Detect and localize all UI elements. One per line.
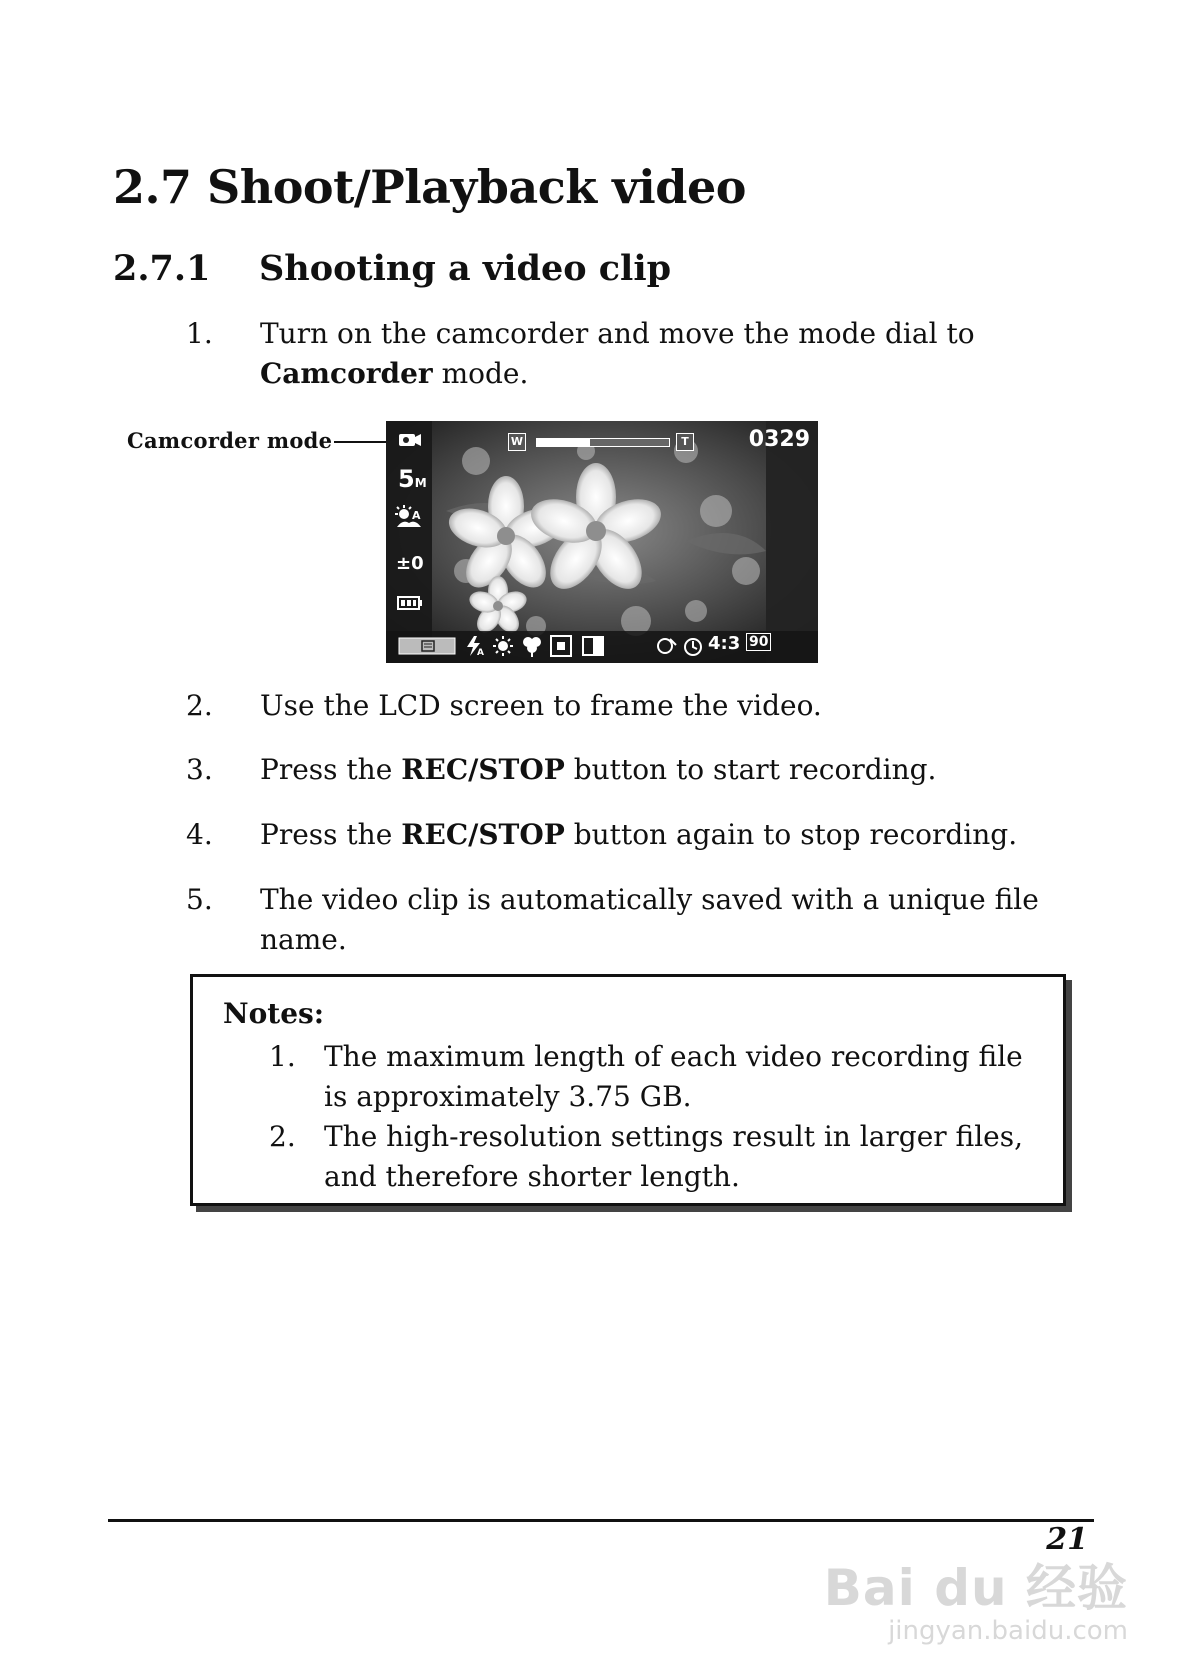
note-line1: The high-resolution settings result in larger files, (324, 1120, 1024, 1153)
watermark-logo-text: Bai du 经验 (823, 1559, 1128, 1617)
metering-icon (550, 635, 572, 657)
notes-title: Notes: (223, 997, 325, 1030)
resolution-icon: 5M (398, 465, 427, 493)
white-balance-icon (492, 635, 514, 657)
step-number: 3. (186, 753, 213, 786)
camera-lcd-screen (386, 421, 818, 663)
footer-rule (108, 1519, 1094, 1522)
step-text: Turn on the camcorder and move the mode dial to (260, 317, 975, 350)
subsection-heading (113, 248, 671, 289)
svg-text:A: A (477, 648, 484, 657)
camcorder-mode-icon (398, 429, 422, 449)
svg-text:A: A (412, 509, 421, 522)
watermark-url: jingyan.baidu.com (888, 1616, 1128, 1646)
subsection-title: Shooting a video clip (259, 248, 672, 289)
step-1 (186, 314, 1066, 394)
step-bold-term: Camcorder (260, 357, 433, 390)
zoom-tele-label: T (676, 433, 694, 451)
note-line2: and therefore shorter length. (324, 1160, 740, 1193)
step-bold-term: REC/STOP (401, 753, 565, 786)
self-timer-icon (682, 635, 704, 657)
note-line1: The maximum length of each video recording file (324, 1040, 1023, 1073)
flash-auto-icon (464, 635, 486, 657)
step-text-end: button to start recording. (564, 753, 937, 786)
zoom-wide-label: W (508, 433, 526, 451)
step-bold-term: REC/STOP (401, 818, 565, 851)
step-number: 1. (186, 317, 213, 350)
menu-icon (398, 636, 456, 656)
step-5 (186, 880, 1066, 960)
step-3 (186, 750, 1066, 790)
step-number: 5. (186, 883, 213, 916)
recording-counter: 0329 (748, 427, 810, 452)
section-title: 2.7 Shoot/Playback video (113, 160, 746, 214)
subsection-number: 2.7.1 (113, 248, 211, 289)
note-line2: is approximately 3.75 GB. (324, 1080, 692, 1113)
lcd-left-panel (386, 421, 432, 663)
macro-icon (520, 634, 544, 658)
notes-box (190, 974, 1066, 1206)
step-text-end: mode. (432, 357, 529, 390)
exposure-icon: ±0 (396, 553, 424, 574)
step-text: Use the LCD screen to frame the video. (260, 689, 822, 722)
callout-label: Camcorder mode (127, 428, 333, 453)
step-text-line1: The video clip is automatically saved with a unique file (260, 883, 1039, 916)
step-text-end: button again to stop recording. (564, 818, 1018, 851)
battery-icon (397, 596, 423, 610)
scene-auto-icon (395, 505, 425, 529)
lcd-photo-flowers (386, 421, 818, 663)
note-item (269, 1037, 1029, 1117)
aspect-ratio-label: 4:3 (708, 633, 741, 654)
quality-label: 90 (746, 633, 771, 651)
step-text: Press the (260, 753, 402, 786)
lcd-right-panel (766, 421, 818, 663)
zoom-bar (536, 438, 670, 447)
page-number: 21 (1046, 1522, 1088, 1557)
step-text-line2: name. (260, 923, 347, 956)
note-number: 2. (269, 1120, 296, 1153)
step-number: 2. (186, 689, 213, 722)
histogram-icon (582, 635, 604, 657)
step-2 (186, 686, 1066, 726)
step-text: Press the (260, 818, 402, 851)
note-number: 1. (269, 1040, 296, 1073)
zoom-level-fill (537, 439, 590, 446)
baidu-watermark (824, 1548, 1128, 1646)
stabilizer-icon (656, 635, 678, 657)
note-item (269, 1117, 1029, 1197)
step-4 (186, 815, 1066, 855)
step-number: 4. (186, 818, 213, 851)
